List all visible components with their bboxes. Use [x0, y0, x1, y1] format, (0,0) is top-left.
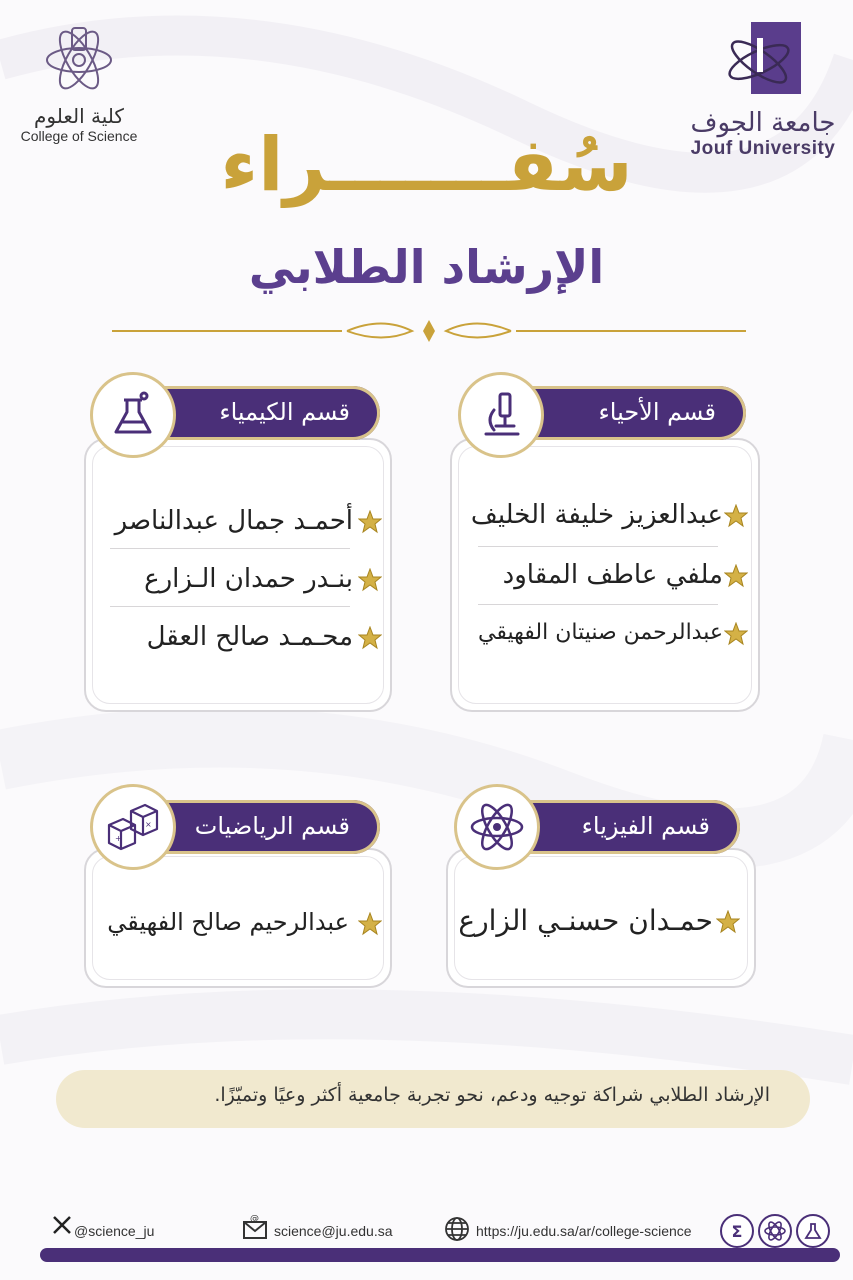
- separator: [478, 604, 718, 605]
- star-icon: [358, 626, 382, 650]
- globe-icon[interactable]: [444, 1216, 470, 1242]
- microscope-icon: [476, 390, 526, 440]
- biology-member-3: عبدالرحمن صنيتان الفهيقي: [478, 620, 723, 645]
- tagline-text: الإرشاد الطلابي شراكة توجيه ودعم، نحو تجربة جامعية أكثر وعيًا وتميّزًا.: [214, 1084, 770, 1106]
- svg-text:+: +: [115, 834, 122, 843]
- math-badge: [90, 784, 176, 870]
- sigma-circle: [720, 1214, 754, 1248]
- atom-circle: [758, 1214, 792, 1248]
- physics-department-title: قسم الفيزياء: [581, 812, 710, 840]
- university-name-ar: جامعة الجوف: [690, 108, 836, 138]
- math-department-title: قسم الرياضيات: [194, 812, 350, 840]
- star-icon: [724, 504, 748, 528]
- biology-member-2: ملفي عاطف المقاود: [502, 560, 723, 590]
- math-member-1: عبدالرحيم صالح الفهيقي: [107, 908, 349, 936]
- dice-icon: [105, 799, 161, 855]
- star-icon: [716, 910, 740, 934]
- college-atom-logo-icon: [44, 18, 114, 98]
- star-icon: [724, 564, 748, 588]
- star-icon: [358, 568, 382, 592]
- star-icon: [724, 622, 748, 646]
- biology-member-1: عبدالعزيز خليفة الخليف: [470, 500, 723, 530]
- sigma-symbol: Σ: [731, 1221, 743, 1241]
- tagline-banner: [56, 1070, 810, 1128]
- twitter-handle-link[interactable]: @science_ju: [74, 1223, 155, 1239]
- atom-small-icon: [764, 1220, 786, 1242]
- college-name-en: College of Science: [20, 128, 138, 144]
- chemistry-member-3: محـمـد صالح العقل: [146, 622, 353, 652]
- chemistry-badge: [90, 372, 176, 458]
- biology-department-title: قسم الأحياء: [598, 398, 716, 426]
- chemistry-member-1: أحمـد جمال عبدالناصر: [114, 506, 353, 536]
- footer-bar: [40, 1248, 840, 1262]
- separator: [478, 546, 718, 547]
- page-subtitle: الإرشاد الطلابي: [248, 240, 605, 294]
- university-name-en: Jouf University: [690, 138, 836, 159]
- ornament-divider: [112, 318, 746, 344]
- physics-member-1: حمـدان حسنـي الزارع: [458, 904, 713, 937]
- flask-small-icon: [803, 1221, 823, 1241]
- star-icon: [358, 510, 382, 534]
- physics-badge: [454, 784, 540, 870]
- svg-text:×: ×: [145, 820, 152, 829]
- biology-badge: [458, 372, 544, 458]
- chemistry-department-title: قسم الكيمياء: [219, 398, 350, 426]
- flask-circle: [796, 1214, 830, 1248]
- flask-icon: [108, 390, 158, 440]
- x-twitter-icon[interactable]: [52, 1215, 72, 1235]
- separator: [110, 606, 350, 607]
- email-link[interactable]: science@ju.edu.sa: [274, 1223, 393, 1239]
- page-title: سُفـــــــراء: [220, 122, 633, 208]
- svg-text:@: @: [250, 1214, 259, 1224]
- email-icon[interactable]: [242, 1212, 268, 1240]
- star-icon: [358, 912, 382, 936]
- atom-icon: [469, 799, 525, 855]
- college-name-ar: كلية العلوم: [34, 104, 124, 128]
- website-link[interactable]: https://ju.edu.sa/ar/college-science: [476, 1223, 692, 1239]
- chemistry-member-2: بنـدر حمدان الـزارع: [144, 564, 353, 594]
- separator: [110, 548, 350, 549]
- university-emblem-icon: [723, 20, 803, 100]
